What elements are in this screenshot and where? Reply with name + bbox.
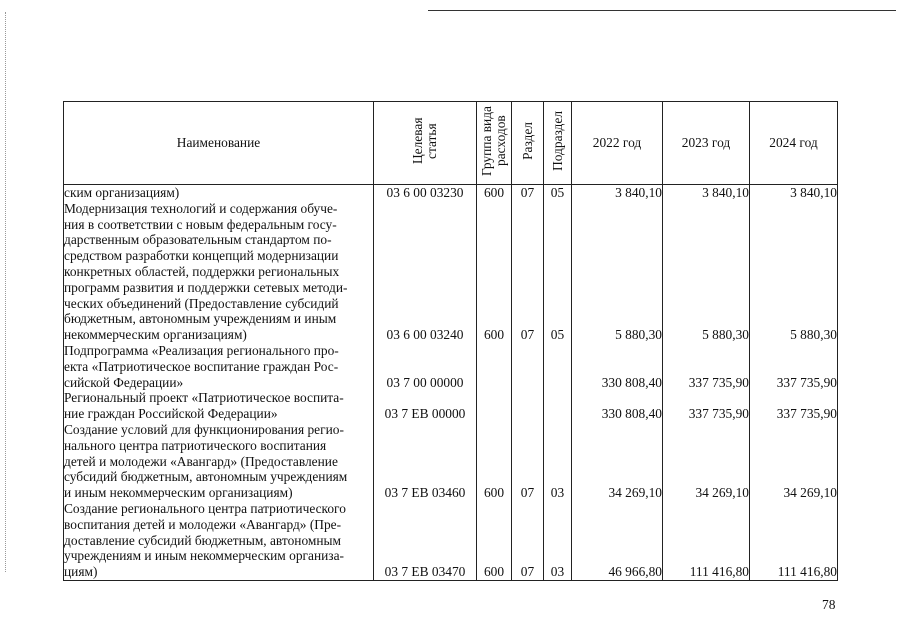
row-2024: 3 840,10	[750, 185, 838, 201]
row-2022: 46 966,80	[572, 501, 663, 580]
row-2023: 337 735,90	[663, 390, 750, 422]
row-name: Модернизация технологий и содержания обуче- ния в соответствии с новым федеральным госу- дарственным образовательным стандартом по- средством разработки концепций модернизации конкретных областей, поддержки региональных программ развития и поддержки сетевых методи- ческих объединений (Предоставление субсидий бюджетным, автономным учреждениям и иным некоммерческим организациям)	[64, 201, 374, 343]
row-section	[512, 343, 544, 390]
row-subsection: 05	[544, 185, 572, 201]
header-row	[64, 102, 838, 185]
row-section: 07	[512, 201, 544, 343]
table-row	[64, 201, 838, 343]
table-row	[64, 343, 838, 390]
header-section: Раздел	[512, 102, 544, 185]
header-name: Наименование	[64, 102, 374, 185]
row-2022: 330 808,40	[572, 390, 663, 422]
row-name: Создание регионального центра патриотического воспитания детей и молодежи «Авангард» (Пре- доставление субсидий бюджетным, автономным учреждениям и иным некоммерческим организа- циям)	[64, 501, 374, 580]
row-name: ским организациям)	[64, 185, 374, 201]
row-section: 07	[512, 185, 544, 201]
binding-edge	[5, 12, 6, 572]
row-code: 03 6 00 03240	[374, 201, 477, 343]
row-code: 03 7 EВ 00000	[374, 390, 477, 422]
row-code: 03 7 EВ 03470	[374, 501, 477, 580]
row-subsection: 03	[544, 501, 572, 580]
row-section: 07	[512, 422, 544, 501]
header-group: Группа вида расходов	[477, 102, 512, 185]
row-2022: 5 880,30	[572, 201, 663, 343]
row-subsection	[544, 343, 572, 390]
table-row	[64, 390, 838, 422]
row-subsection: 05	[544, 201, 572, 343]
row-2023: 5 880,30	[663, 201, 750, 343]
row-2023: 337 735,90	[663, 343, 750, 390]
row-2022: 330 808,40	[572, 343, 663, 390]
row-subsection	[544, 390, 572, 422]
row-section	[512, 390, 544, 422]
row-name: Региональный проект «Патриотическое воспита- ние граждан Российской Федерации»	[64, 390, 374, 422]
row-group: 600	[477, 422, 512, 501]
row-subsection: 03	[544, 422, 572, 501]
row-2024: 337 735,90	[750, 390, 838, 422]
row-2023: 3 840,10	[663, 185, 750, 201]
header-target: Целевая статья	[374, 102, 477, 185]
row-2022: 34 269,10	[572, 422, 663, 501]
row-group: 600	[477, 185, 512, 201]
table-row	[64, 185, 838, 201]
row-2022: 3 840,10	[572, 185, 663, 201]
row-group	[477, 390, 512, 422]
row-2024: 34 269,10	[750, 422, 838, 501]
row-group: 600	[477, 501, 512, 580]
top-rule	[428, 10, 896, 11]
row-2024: 5 880,30	[750, 201, 838, 343]
row-2023: 34 269,10	[663, 422, 750, 501]
table-row	[64, 501, 838, 580]
header-2024: 2024 год	[750, 102, 838, 185]
table-row	[64, 422, 838, 501]
row-code: 03 7 EВ 03460	[374, 422, 477, 501]
budget-table	[63, 101, 838, 581]
row-section: 07	[512, 501, 544, 580]
header-subsection: Подраздел	[544, 102, 572, 185]
row-2024: 337 735,90	[750, 343, 838, 390]
row-code: 03 7 00 00000	[374, 343, 477, 390]
row-2023: 111 416,80	[663, 501, 750, 580]
row-group: 600	[477, 201, 512, 343]
row-name: Подпрограмма «Реализация регионального про- екта «Патриотическое воспитание граждан Рос- сийской Федерации»	[64, 343, 374, 390]
page-number: 78	[822, 597, 836, 612]
row-name: Создание условий для функционирования регио- нального центра патриотического воспитания детей и молодежи «Авангард» (Предоставление субсидий бюджетным, автономным учреждениям и иным некоммерческим организациям)	[64, 422, 374, 501]
header-2023: 2023 год	[663, 102, 750, 185]
row-code: 03 6 00 03230	[374, 185, 477, 201]
row-group	[477, 343, 512, 390]
row-2024: 111 416,80	[750, 501, 838, 580]
header-2022: 2022 год	[572, 102, 663, 185]
